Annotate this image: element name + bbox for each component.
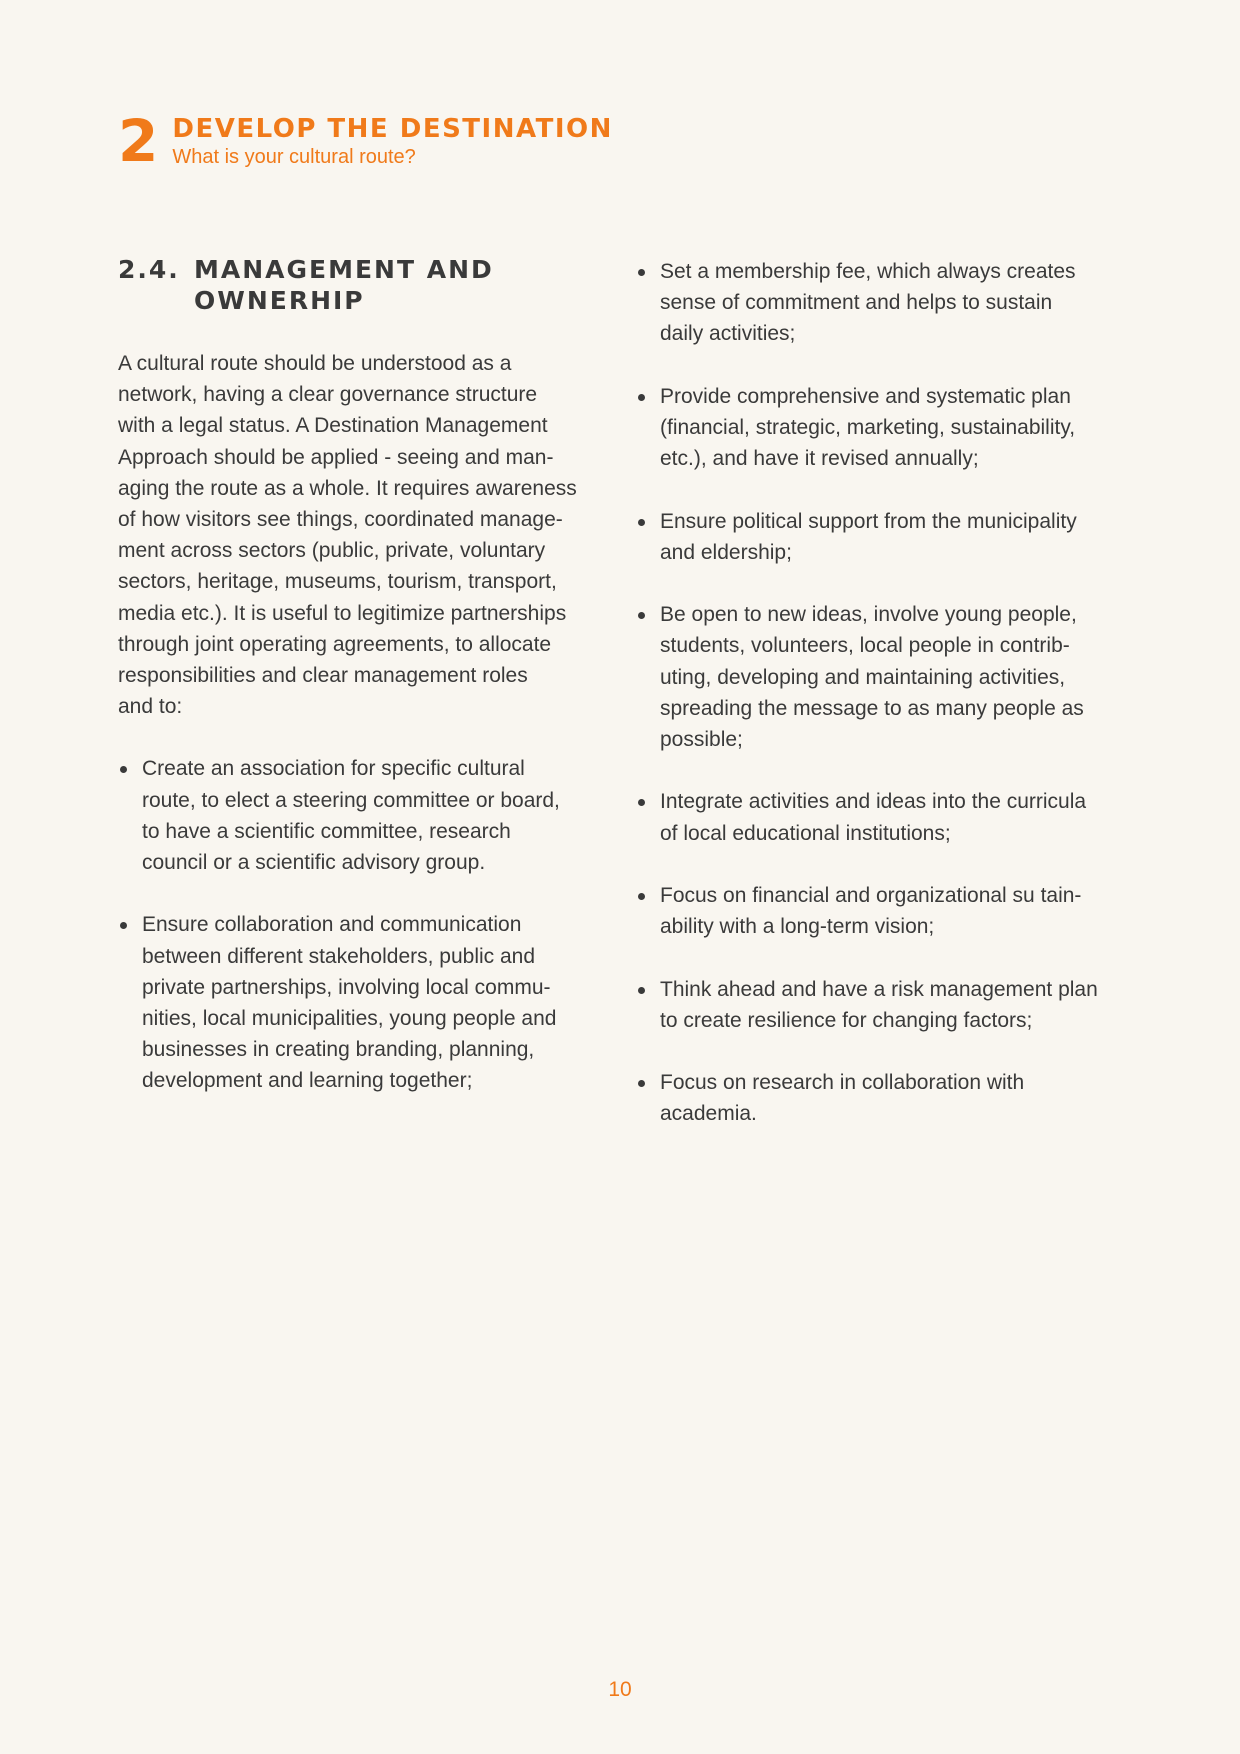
bullet-dot-icon [638,799,645,806]
text-line: to have a scientific committee, research [142,819,511,843]
chapter-header-text [172,114,613,170]
bullet-dot-icon [120,766,127,773]
text-line: Focus on research in collaboration with [660,1071,1025,1095]
section-number: 2.4. [118,255,180,284]
text-line: Create an association for specific cultural [142,757,525,781]
text-line: Integrate activities and ideas into the curricula [660,790,1087,814]
bullet-dot-icon [120,922,127,929]
bullet-dot-icon [638,1080,645,1087]
intro-paragraph [118,348,612,722]
right-column [636,256,1136,1161]
text-line: route, to elect a steering committee or board, [142,788,560,812]
section-title: MANAGEMENT AND OWNERHIP [194,255,494,315]
text-line: (financial, strategic, marketing, sustainability, [660,416,1076,439]
text-line: nities, local municipalities, young people and [142,1007,557,1031]
text-line: with a legal status. A Destination Management [118,414,548,438]
text-line: Focus on financial and organizational su tain- [660,883,1082,907]
text-line: Ensure political support from the municipality [660,509,1077,533]
text-line: uting, developing and maintaining activities, [660,665,1066,689]
text-line: Think ahead and have a risk management plan [660,977,1098,1001]
text-line: A cultural route should be understood as a [118,352,512,375]
bullet-item [118,753,612,878]
text-line: possible; [660,728,743,751]
bullet-dot-icon [638,893,645,900]
text-line: and to: [118,695,183,719]
bullet-item [636,599,1136,755]
bullet-item [636,786,1136,848]
text-line: to create resilience for changing factors; [660,1008,1033,1032]
chapter-number: 2 [118,107,159,175]
text-line: and eldership; [660,540,792,564]
text-line: Approach should be applied - seeing and man- [118,445,554,469]
text-line: Be open to new ideas, involve young people, [660,603,1077,627]
section-heading [118,254,612,316]
text-line: sectors, heritage, museums, tourism, transport, [118,570,557,594]
right-bullet-list [636,256,1136,1130]
chapter-title: DEVELOP THE DESTINATION [172,114,613,144]
text-line: of local educational institutions; [660,821,951,845]
bullet-item [636,256,1136,350]
text-line: through joint operating agreements, to allocate [118,632,552,656]
text-line: Ensure collaboration and communication [142,913,522,937]
text-line: businesses in creating branding, planning, [142,1038,535,1062]
text-line: council or a scientific advisory group. [142,851,486,875]
text-line: academia. [660,1102,757,1126]
text-line: of how visitors see things, coordinated manage- [118,508,563,532]
text-line: Set a membership fee, which always creates [660,260,1076,283]
text-line: private partnerships, involving local commu- [142,975,551,999]
text-line: ment across sectors (public, private, voluntary [118,539,546,563]
page-number: 10 [608,1678,632,1701]
left-column [118,254,612,1128]
bullet-item [636,974,1136,1036]
text-line: media etc.). It is useful to legitimize partnerships [118,601,567,625]
bullet-item [636,1067,1136,1129]
bullet-dot-icon [638,987,645,994]
text-line: students, volunteers, local people in contrib- [660,634,1070,658]
text-line: spreading the message to as many people as [660,696,1084,720]
text-line: responsibilities and clear management roles [118,664,528,688]
text-line: between different stakeholders, public and [142,944,536,968]
text-line: etc.), and have it revised annually; [660,447,979,471]
text-line: network, having a clear governance structure [118,383,538,407]
bullet-dot-icon [638,612,645,619]
bullet-item [118,909,612,1096]
bullet-dot-icon [638,269,645,276]
left-bullet-list [118,753,612,1096]
text-line: ability with a long-term vision; [660,915,935,939]
bullet-item [636,880,1136,942]
chapter-subtitle: What is your cultural route? [172,146,416,168]
text-line: development and learning together; [142,1069,473,1093]
text-line: sense of commitment and helps to sustain [660,291,1053,315]
bullet-item [636,506,1136,568]
text-line: Provide comprehensive and systematic plan [660,384,1071,408]
chapter-header [118,107,613,175]
text-line: daily activities; [660,322,796,346]
bullet-item [636,381,1136,475]
bullet-dot-icon [638,394,645,401]
text-line: aging the route as a whole. It requires awareness [118,476,577,500]
bullet-dot-icon [638,519,645,526]
